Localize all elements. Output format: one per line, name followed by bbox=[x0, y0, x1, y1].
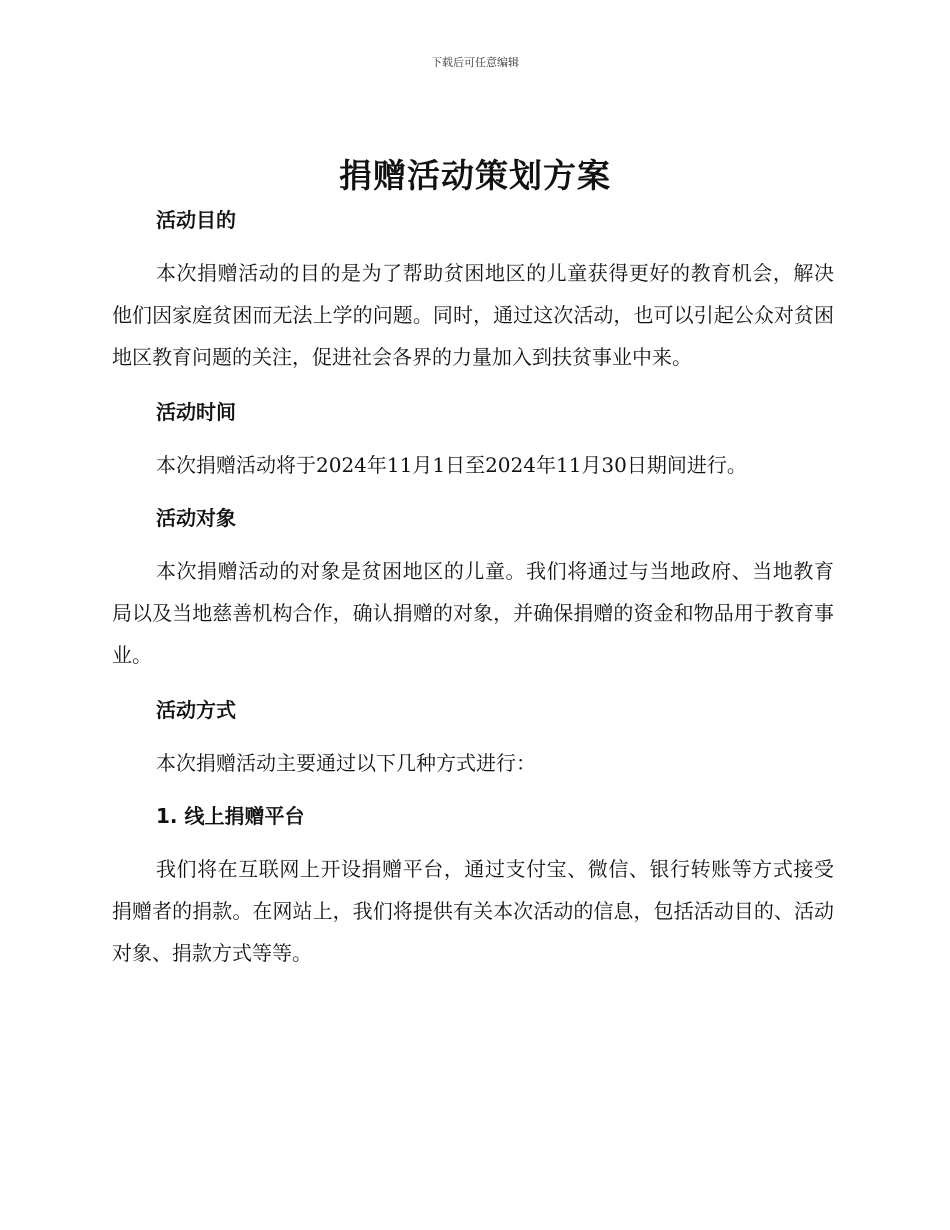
section-heading-time: 活动时间 bbox=[156, 400, 236, 424]
page-header-note: 下载后可任意编辑 bbox=[431, 56, 519, 69]
section-heading-method: 活动方式 bbox=[156, 698, 236, 722]
document-body bbox=[112, 198, 834, 974]
section-heading-target: 活动对象 bbox=[156, 506, 236, 530]
section-heading-online-platform: 1. 线上捐赠平台 bbox=[156, 804, 305, 828]
section-paragraph-online-platform: 我们将在互联网上开设捐赠平台，通过支付宝、微信、银行转账等方式接受捐赠者的捐款。在网站上，我们将提供有关本次活动的信息，包括活动目的、活动对象、捐款方式等等。 bbox=[112, 857, 834, 965]
section-paragraph-method: 本次捐赠活动主要通过以下几种方式进行： bbox=[156, 751, 536, 775]
section-paragraph-time: 本次捐赠活动将于2024年11月1日至2024年11月30日期间进行。 bbox=[156, 453, 747, 477]
section-paragraph-target: 本次捐赠活动的对象是贫困地区的儿童。我们将通过与当地政府、当地教育局以及当地慈善机构合作，确认捐赠的对象，并确保捐赠的资金和物品用于教育事业。 bbox=[112, 559, 834, 667]
section-paragraph-purpose: 本次捐赠活动的目的是为了帮助贫困地区的儿童获得更好的教育机会，解决他们因家庭贫困而无法上学的问题。同时，通过这次活动，也可以引起公众对贫困地区教育问题的关注，促进社会各界的力量加入到扶贫事业中来。 bbox=[112, 261, 834, 369]
document-title: 捐赠活动策划方案 bbox=[339, 156, 611, 195]
section-heading-purpose: 活动目的 bbox=[156, 208, 236, 232]
